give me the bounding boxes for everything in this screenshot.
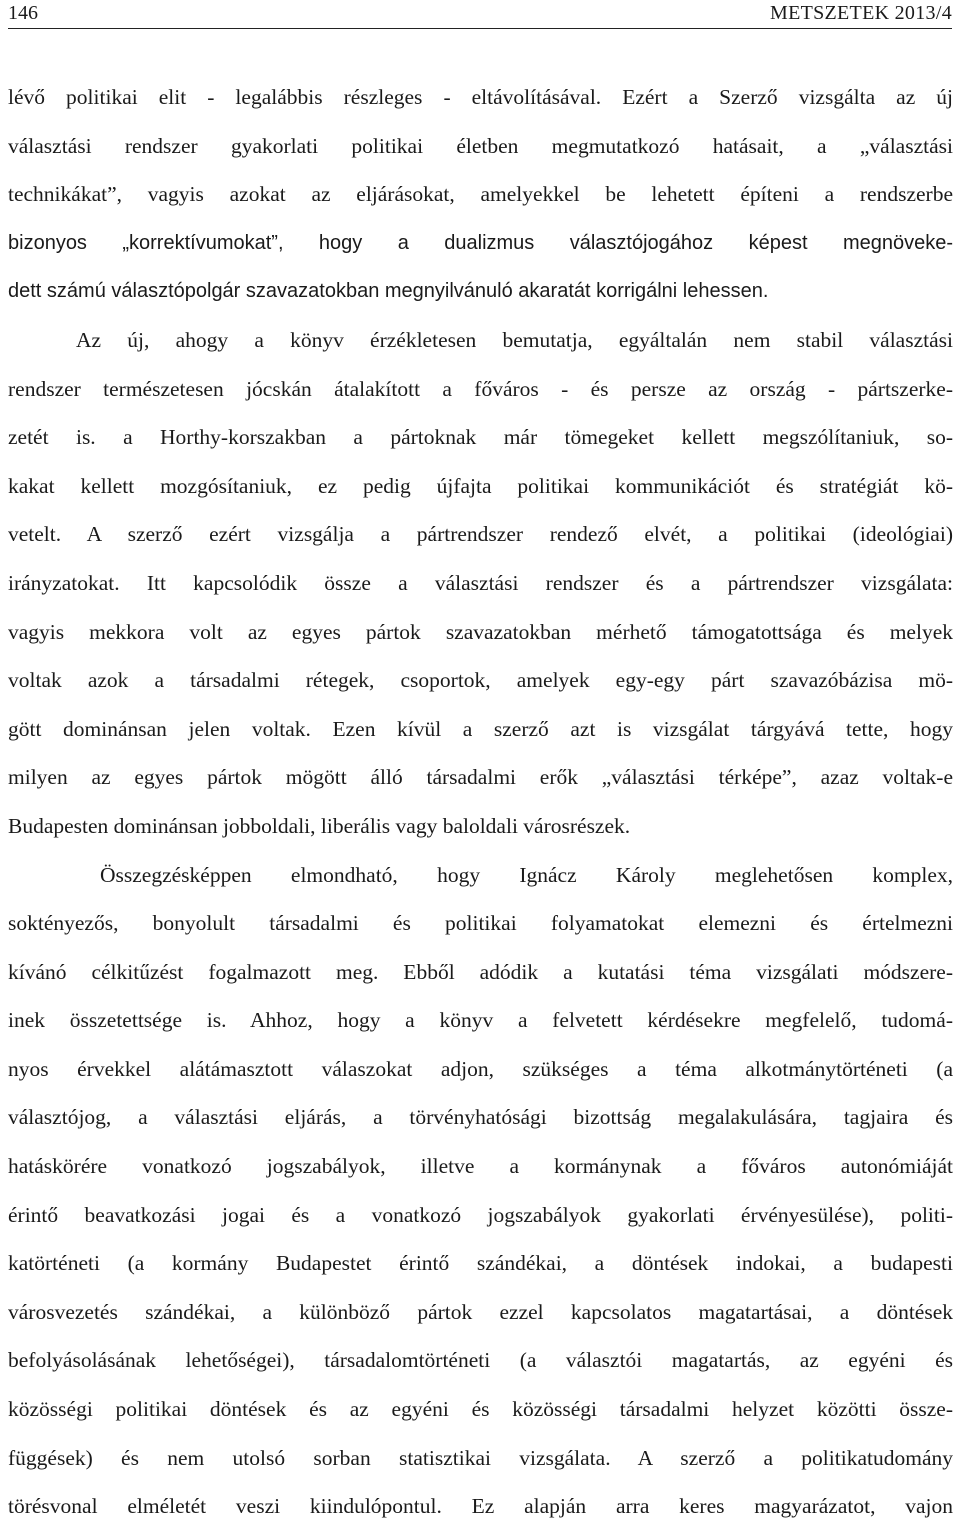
text-line: kívánó célkitűzést fogalmazott meg. Ebből adódik a kutatási téma vizsgálati módszere- bbox=[8, 959, 953, 984]
text-line: gött dominánsan jelen voltak. Ezen kívül a szerző azt is vizsgálat tárgyává tette, hogy bbox=[8, 716, 953, 741]
text-line: befolyásolásának lehetőségei), társadalomtörténeti (a választói magatartás, az egyéni és bbox=[8, 1348, 953, 1373]
text-line: inek összetettsége is. Ahhoz, hogy a könyv a felvetett kérdésekre megfelelő, tudomá- bbox=[8, 1008, 953, 1033]
text-line: katörténeti (a kormány Budapestet érintő szándékai, a döntések indokai, a budapesti bbox=[8, 1251, 953, 1276]
text-line: voltak azok a társadalmi rétegek, csoportok, amelyek egy-egy párt szavazóbázisa mö- bbox=[8, 668, 953, 693]
text-line: irányzatokat. Itt kapcsolódik össze a választási rendszer és a pártrendszer vizsgálata: bbox=[8, 570, 953, 595]
text-line: vetelt. A szerző ezért vizsgálja a pártrendszer rendező elvét, a politikai (ideológiai) bbox=[8, 522, 953, 547]
text-line: Budapesten dominánsan jobboldali, liberális vagy baloldali városrészek. bbox=[8, 813, 631, 838]
text-line: Összegzésképpen elmondható, hogy Ignácz Károly meglehetősen komplex, bbox=[100, 862, 953, 887]
text-line: kakat kellett mozgósítaniuk, ez pedig újfajta politikai kommunikációt és stratégiát kö- bbox=[8, 473, 953, 498]
body-text bbox=[8, 73, 953, 1531]
text-line: vagyis mekkora volt az egyes pártok szavazatokban mérhető támogatottsága és melyek bbox=[8, 619, 953, 644]
text-line: városvezetés szándékai, a különböző pártok ezzel kapcsolatos magatartásai, a döntések bbox=[8, 1299, 953, 1324]
page-number: 146 bbox=[8, 2, 38, 24]
text-line: törésvonal elméletét veszi kiindulópontul. Ez alapján arra keres magyarázatot, vajon bbox=[8, 1494, 953, 1519]
text-line: rendszer természetesen jócskán átalakított a főváros - és persze az ország - pártszerke- bbox=[8, 376, 953, 401]
text-line: érintő beavatkozási jogai és a vonatkozó jogszabályok gyakorlati érvényesülése), politi- bbox=[8, 1202, 953, 1227]
text-line: milyen az egyes pártok mögött álló társadalmi erők „választási térképe”, azaz voltak-e bbox=[8, 765, 953, 790]
text-line: zetét is. a Horthy-korszakban a pártoknak már tömegeket kellett megszólítaniuk, so- bbox=[8, 425, 953, 450]
text-line: technikákat”, vagyis azokat az eljárásokat, amelyekkel be lehetett építeni a rendszerbe bbox=[8, 182, 953, 207]
text-line: közösségi politikai döntések és az egyéni és közösségi társadalmi helyzet közötti össze- bbox=[8, 1397, 953, 1422]
page-header bbox=[8, 0, 952, 29]
text-line: Az új, ahogy a könyv érzékletesen bemutatja, egyáltalán nem stabil választási bbox=[76, 327, 953, 352]
text-line: választójog, a választási eljárás, a törvényhatósági bizottság megalakulására, tagjaira és bbox=[8, 1105, 953, 1130]
text-line: bizonyos „korrektívumokat”, hogy a dualizmus választójogához képest megnöveke- bbox=[8, 231, 953, 254]
text-line: dett számú választópolgár szavazatokban megnyilvánuló akaratát korrigálni lehessen. bbox=[8, 280, 769, 303]
text-line: választási rendszer gyakorlati politikai életben megmutatkozó hatásait, a „választási bbox=[8, 133, 953, 158]
text-line: függések) és nem utolsó sorban statisztikai vizsgálata. A szerző a politikatudomány bbox=[8, 1445, 953, 1470]
journal-title: METSZETEK 2013/4 bbox=[769, 2, 952, 24]
text-line: lévő politikai elit - legalábbis részleges - eltávolításával. Ezért a Szerző vizsgálta az új bbox=[8, 85, 953, 109]
text-line: soktényezős, bonyolult társadalmi és politikai folyamatokat elemezni és értelmezni bbox=[8, 911, 953, 936]
text-line: hatáskörére vonatkozó jogszabályok, illetve a kormánynak a főváros autonómiáját bbox=[8, 1154, 953, 1179]
text-line: nyos érvekkel alátámasztott válaszokat adjon, szükséges a téma alkotmánytörténeti (a bbox=[8, 1056, 953, 1081]
